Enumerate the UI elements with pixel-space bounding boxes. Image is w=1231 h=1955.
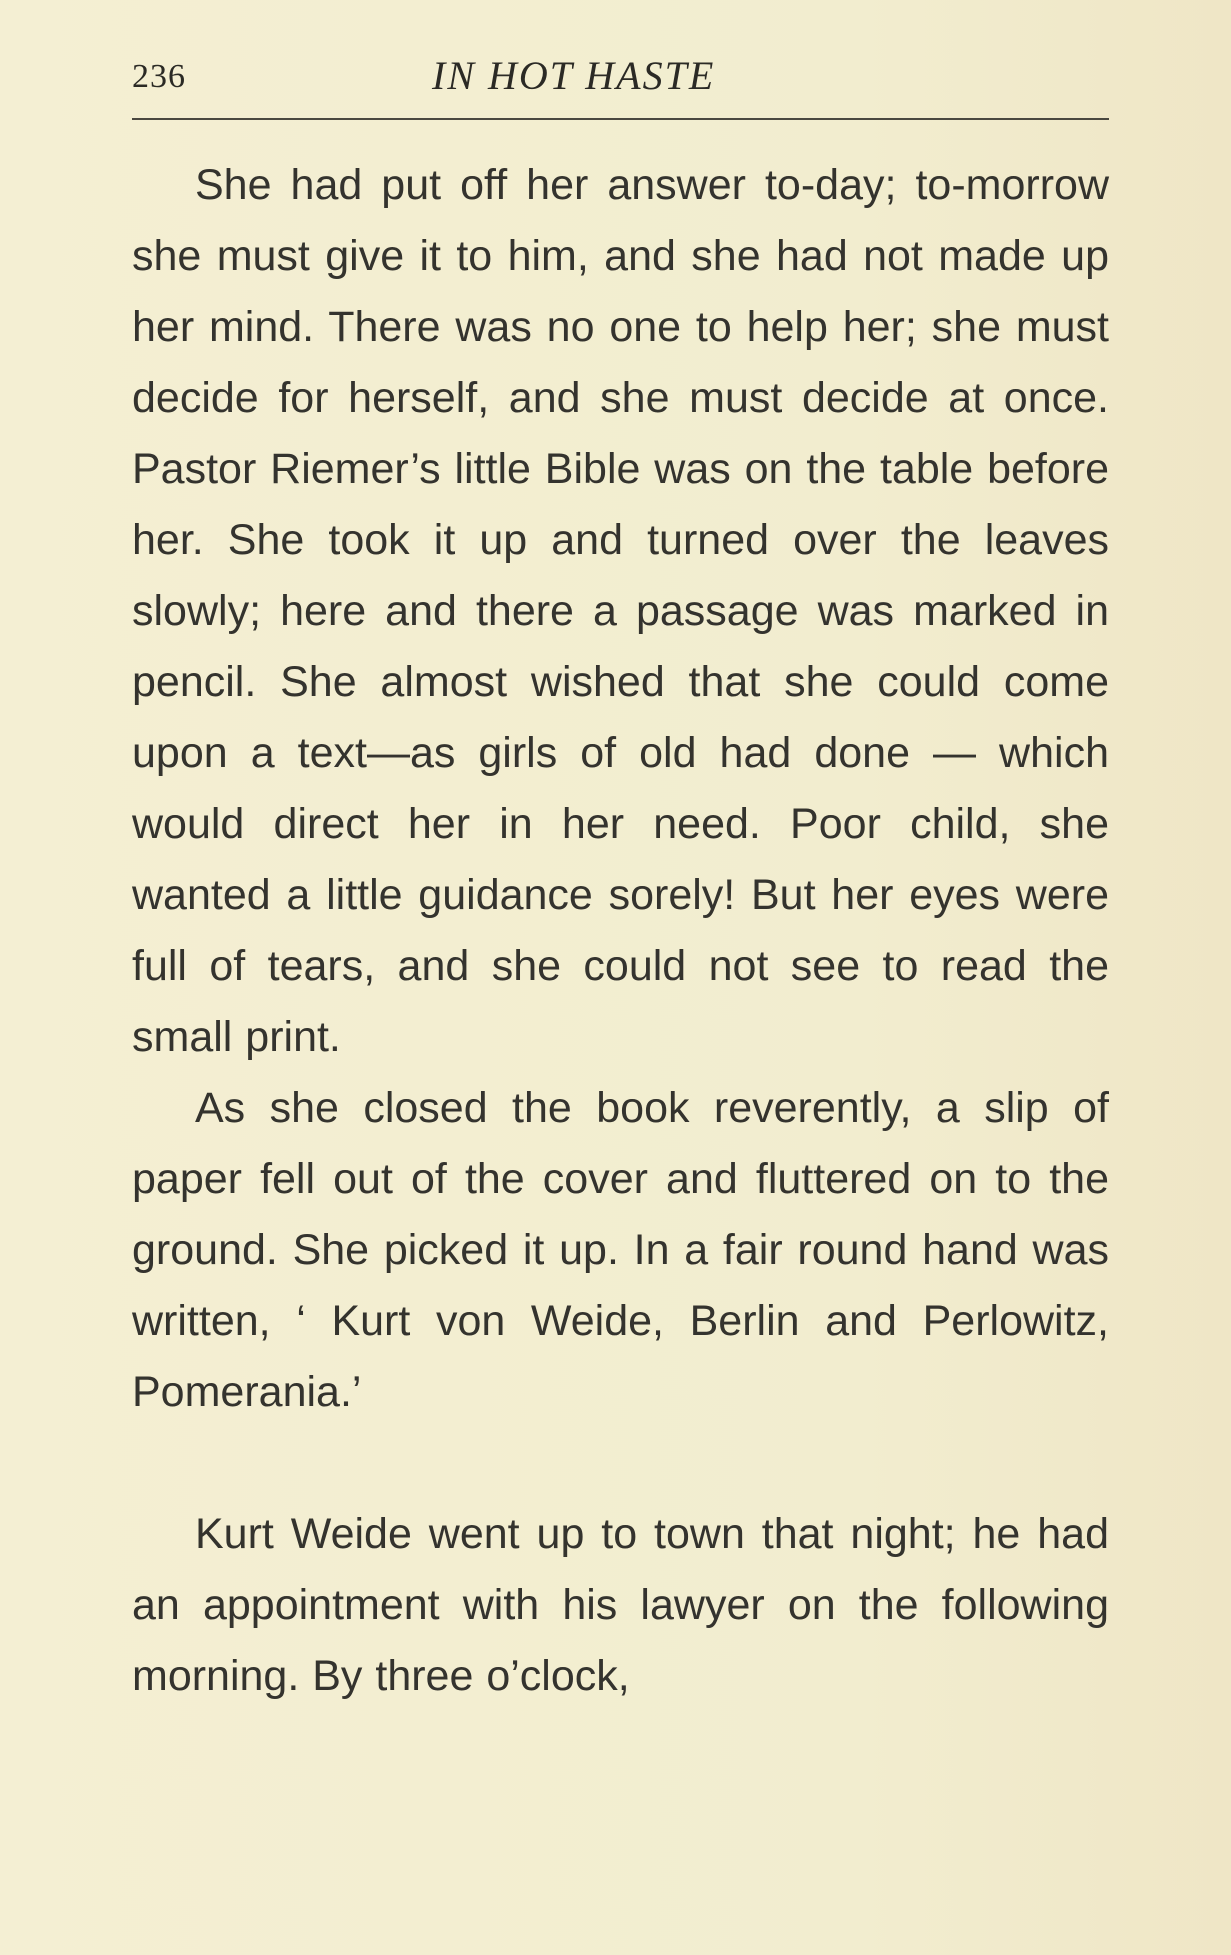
header-rule bbox=[132, 118, 1109, 120]
paragraph: She had put off her answer to-day; to-morrow she must give it to him, and she had not made up her mind. There was no one to help her; she must decide for herself, and she must decide at once. Pastor Riemer’s little Bible was on the table before her. She took it up and turned over the leaves slowly; here and there a passage was marked in pencil. She almost wished that she could come upon a text—as girls of old had done — which would direct her in her need. Poor child, she wanted a little guidance sorely! But her eyes were full of tears, and she could not see to read the small print. bbox=[132, 161, 1109, 1061]
paragraph: Kurt Weide went up to town that night; he had an appointment with his lawyer on the following morning. By three o’clock, bbox=[132, 1510, 1109, 1700]
page-header bbox=[132, 50, 1109, 110]
running-title: IN HOT HASTE bbox=[432, 53, 716, 98]
page-number: 236 bbox=[132, 58, 186, 95]
paragraph: As she closed the book reverently, a slip of paper fell out of the cover and fluttered on to the ground. She picked it up. In a fair round hand was written, ‘ Kurt von Weide, Berlin and Perlowitz, Pomerania.’ bbox=[132, 1084, 1109, 1416]
page-body bbox=[132, 150, 1109, 1712]
